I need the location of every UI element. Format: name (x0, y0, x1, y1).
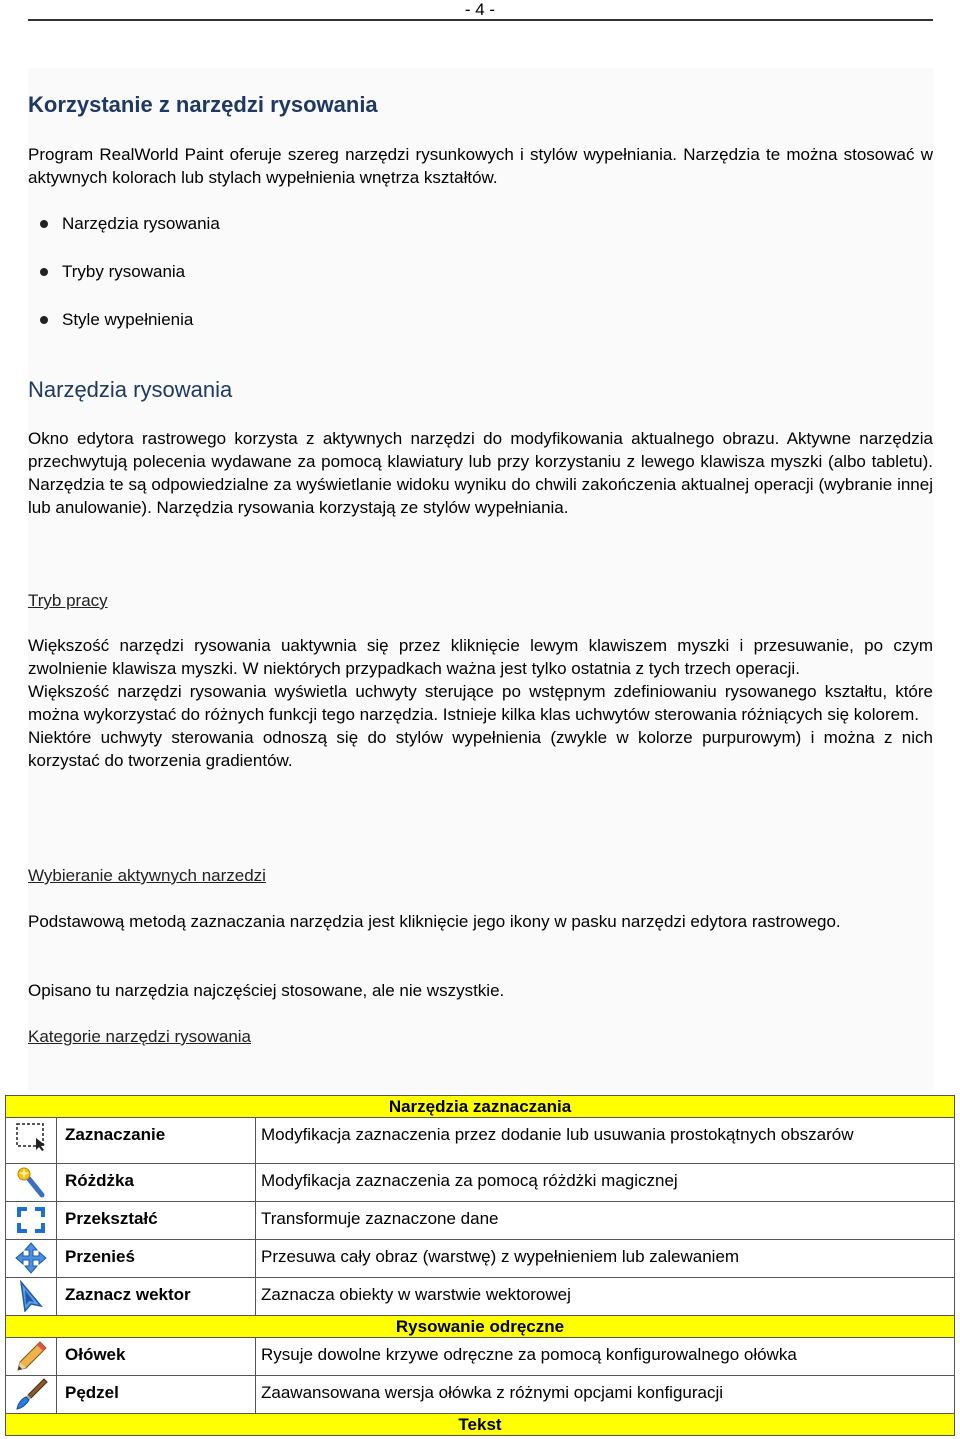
tool-name: Ołówek (57, 1338, 256, 1376)
move-icon (14, 1242, 48, 1274)
pencil-icon (14, 1340, 48, 1372)
page-number: - 4 - (464, 0, 496, 19)
table-group-row (6, 1414, 955, 1436)
section-title: Narzędzia rysowania (28, 377, 233, 402)
work-mode-heading: Tryb pracy (28, 591, 108, 610)
page-title: Korzystanie z narzędzi rysowania (28, 92, 378, 117)
selecting-paragraph: Podstawową metodą zaznaczania narzędzia jest kliknięcie jego ikony w pasku narzędzi edytora rastrowego. (28, 912, 841, 931)
selecting-heading: Wybieranie aktywnych narzedzi (28, 866, 266, 885)
bullet-icon (40, 268, 48, 276)
brush-icon (14, 1378, 48, 1410)
tool-description: Transformuje zaznaczone dane (256, 1202, 955, 1240)
list-item: Style wypełnienia (40, 308, 220, 356)
work-mode-paragraph: Większość narzędzi rysowania wyświetla uchwyty sterujące po wstępnym zdefiniowaniu rysowanego kształtu, które można wykorzystać do różnych funkcji tego narzędzia. Istnieje kilka klas uchwytów sterowania różniących się kolorem. (28, 682, 933, 724)
topic-list (40, 212, 220, 356)
tool-name: Przenieś (57, 1240, 256, 1278)
tool-name: Zaznaczanie (57, 1118, 256, 1164)
icon-cell (6, 1376, 57, 1414)
selecting-note: Opisano tu narzędzia najczęściej stosowane, ale nie wszystkie. (28, 981, 505, 1000)
group-header: Tekst (6, 1414, 955, 1436)
list-item: Tryby rysowania (40, 260, 220, 308)
magic-wand-icon (14, 1166, 48, 1198)
table-row (6, 1376, 955, 1414)
transform-icon (14, 1204, 48, 1236)
group-header: Narzędzia zaznaczania (6, 1096, 955, 1118)
table-row (6, 1118, 955, 1164)
icon-cell (6, 1338, 57, 1376)
categories-heading: Kategorie narzędzi rysowania (28, 1027, 252, 1046)
bullet-icon (40, 316, 48, 324)
rectangle-selection-icon (14, 1120, 48, 1152)
table-group-row (6, 1316, 955, 1338)
table-row (6, 1338, 955, 1376)
intro-paragraph: Program RealWorld Paint oferuje szereg narzędzi rysunkowych i stylów wypełniania. Narzędzia te można stosować w aktywnych kolorach lub stylach wypełnienia wnętrza kształtów. (28, 145, 933, 187)
work-mode-text (28, 634, 933, 772)
tool-description: Zaawansowana wersja ołówka z różnymi opcjami konfiguracji (256, 1376, 955, 1414)
table-row (6, 1240, 955, 1278)
tool-name: Pędzel (57, 1376, 256, 1414)
tool-description: Zaznacza obiekty w warstwie wektorowej (256, 1278, 955, 1316)
tools-table (5, 1095, 955, 1436)
tool-name: Przekształć (57, 1202, 256, 1240)
bullet-icon (40, 220, 48, 228)
list-item: Narzędzia rysowania (40, 212, 220, 260)
icon-cell (6, 1278, 57, 1316)
work-mode-paragraph: Większość narzędzi rysowania uaktywnia się przez kliknięcie lewym klawiszem myszki i przesuwanie, po czym zwolnienie klawisza myszki. W niektórych przypadkach ważna jest tylko ostatnia z tych trzech operacji. (28, 636, 933, 678)
section-paragraph: Okno edytora rastrowego korzysta z aktywnych narzędzi do modyfikowania aktualnego obrazu. Aktywne narzędzia przechwytują polecenia wydawane za pomocą klawiatury lub przy korzystaniu z lewego klawisza myszki (albo tabletu). Narzędzia te są odpowiedzialne za wyświetlanie widoku wyniku do chwili zakończenia aktualnej operacji (wybranie innej lub anulowanie). Narzędzia rysowania korzystają ze stylów wypełniania. (28, 429, 933, 517)
table-row (6, 1164, 955, 1202)
tool-name: Zaznacz wektor (57, 1278, 256, 1316)
table-row (6, 1202, 955, 1240)
header-rule (28, 19, 933, 21)
vector-select-icon (14, 1280, 48, 1312)
icon-cell (6, 1164, 57, 1202)
tool-description: Modyfikacja zaznaczenia przez dodanie lub usuwania prostokątnych obszarów (256, 1118, 955, 1164)
group-header: Rysowanie odręczne (6, 1316, 955, 1338)
tool-name: Różdżka (57, 1164, 256, 1202)
icon-cell (6, 1118, 57, 1164)
work-mode-paragraph: Niektóre uchwyty sterowania odnoszą się do stylów wypełnienia (zwykle w kolorze purpurowym) i można z nich korzystać do tworzenia gradientów. (28, 728, 933, 770)
tool-description: Rysuje dowolne krzywe odręczne za pomocą konfigurowalnego ołówka (256, 1338, 955, 1376)
table-group-row (6, 1096, 955, 1118)
tool-description: Modyfikacja zaznaczenia za pomocą różdżki magicznej (256, 1164, 955, 1202)
icon-cell (6, 1202, 57, 1240)
table-row (6, 1278, 955, 1316)
icon-cell (6, 1240, 57, 1278)
tool-description: Przesuwa cały obraz (warstwę) z wypełnieniem lub zalewaniem (256, 1240, 955, 1278)
